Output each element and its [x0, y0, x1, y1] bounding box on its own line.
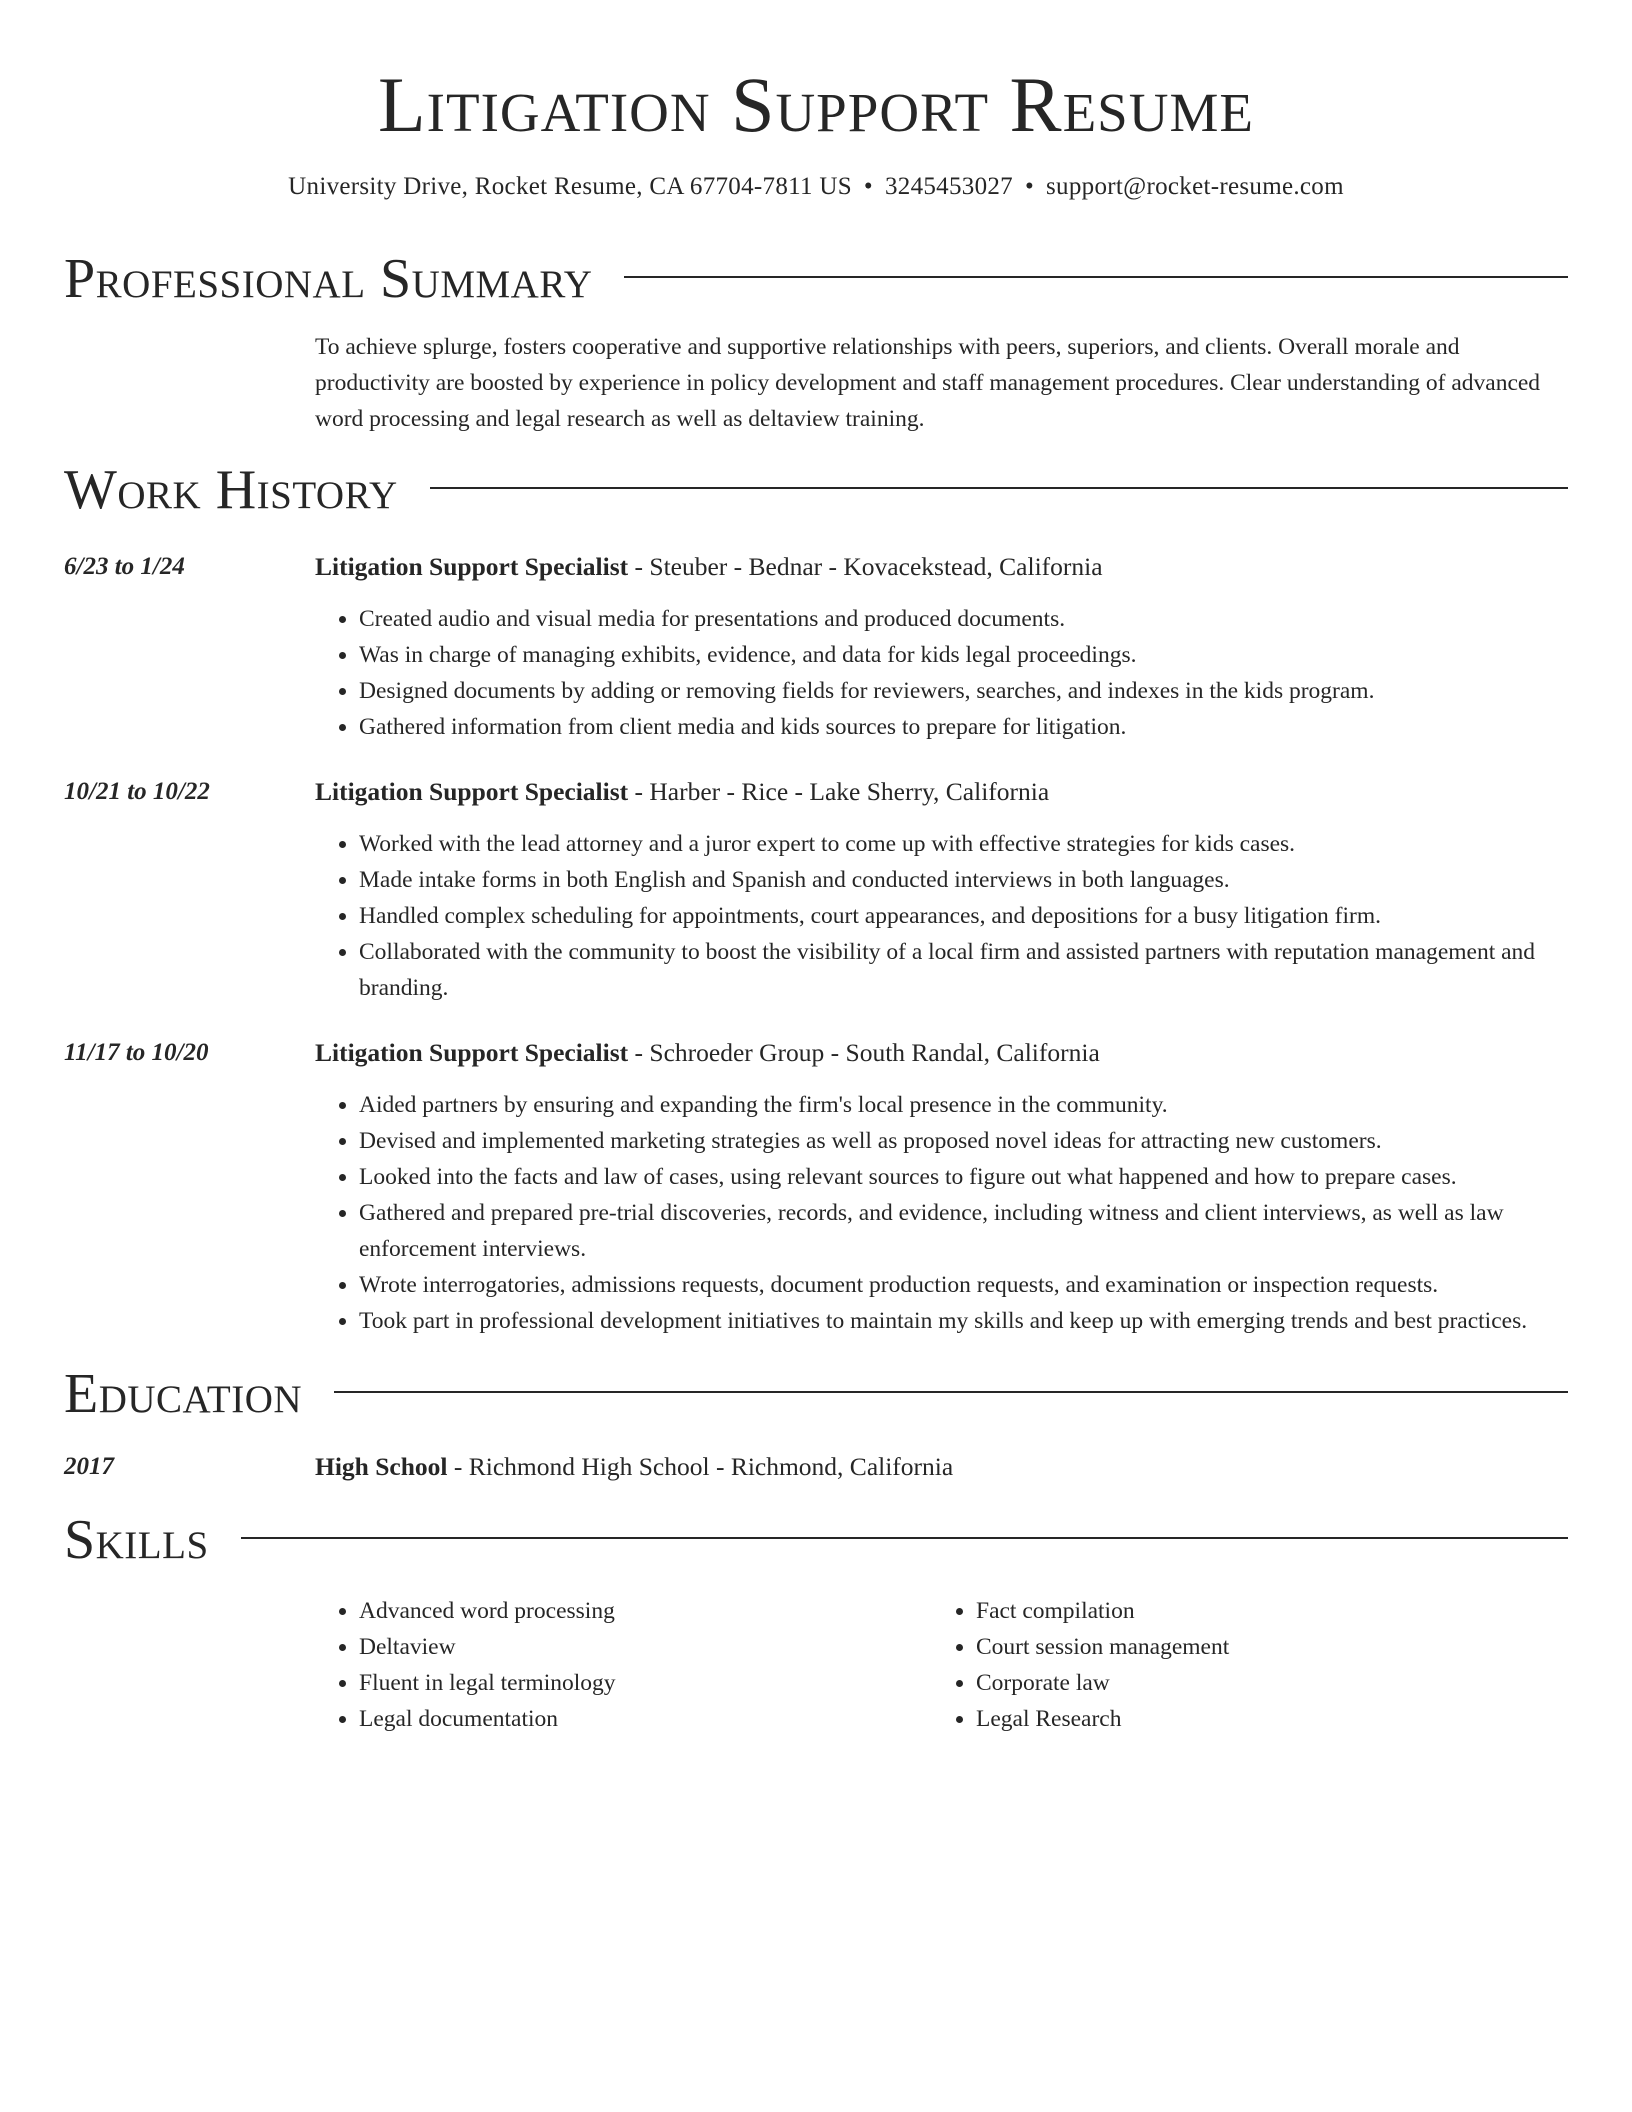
- education-line: [315, 1449, 1568, 1485]
- section-heading-summary: [64, 246, 1568, 312]
- skills-list: [315, 1593, 1568, 1737]
- skill-item: • Corporate law: [976, 1665, 1229, 1701]
- section-heading-work-history: [64, 457, 1568, 523]
- job-employer: - Steuber - Bednar - Kovacekstead, California: [628, 552, 1103, 581]
- list-item: • Gathered and prepared pre-trial discoveries, records, and evidence, including witness and client interviews, as well as law enforcement interviews.: [359, 1195, 1568, 1267]
- skill-item: • Advanced word processing: [359, 1593, 932, 1629]
- email[interactable]: support@rocket-resume.com: [1046, 173, 1344, 200]
- job-bullets: [315, 826, 1568, 1006]
- skill-item: • Fluent in legal terminology: [359, 1665, 932, 1701]
- list-item: • Designed documents by adding or removing fields for reviewers, searches, and indexes in the kids program.: [359, 673, 1568, 709]
- heading-text: Work History: [64, 459, 398, 521]
- education-entry: [64, 1449, 1568, 1485]
- heading-text: Skills: [64, 1509, 209, 1571]
- education-year: 2017: [64, 1453, 114, 1480]
- job-body: [315, 774, 1568, 1006]
- list-item: • Was in charge of managing exhibits, evidence, and data for kids legal proceedings.: [359, 637, 1568, 673]
- job-role: Litigation Support Specialist: [315, 777, 629, 806]
- skill-item: • Deltaview: [359, 1629, 932, 1665]
- skills-column-right: [932, 1593, 1229, 1737]
- job-title-line: [315, 774, 1568, 810]
- separator-dot: •: [863, 173, 873, 200]
- list-item: • Devised and implemented marketing strategies as well as proposed novel ideas for attracting new customers.: [359, 1123, 1568, 1159]
- job-role: Litigation Support Specialist: [315, 1038, 629, 1067]
- list-item: • Created audio and visual media for presentations and produced documents.: [359, 601, 1568, 637]
- education-degree: High School: [315, 1452, 448, 1481]
- job-dates: 6/23 to 1/24: [64, 553, 185, 580]
- job-body: [315, 549, 1568, 745]
- skill-item: • Fact compilation: [976, 1593, 1229, 1629]
- separator-dot: •: [1024, 173, 1035, 200]
- list-item: • Handled complex scheduling for appointments, court appearances, and depositions for a busy litigation firm.: [359, 898, 1568, 934]
- summary-paragraph: To achieve splurge, fosters cooperative and supportive relationships with peers, superiors, and clients. Overall morale and productivity are boosted by experience in policy development and staff management procedures. Clear understanding of advanced word processing and legal research as well as deltaview training.: [315, 334, 1541, 432]
- list-item: • Gathered information from client media and kids sources to prepare for litigation.: [359, 709, 1568, 745]
- list-item: • Aided partners by ensuring and expanding the firm's local presence in the community.: [359, 1087, 1568, 1123]
- heading-text: Professional Summary: [64, 248, 593, 310]
- job-title-line: [315, 549, 1568, 585]
- job-entry: [64, 774, 1568, 1006]
- section-rule: [241, 1537, 1568, 1539]
- list-item: • Made intake forms in both English and Spanish and conducted interviews in both languages.: [359, 862, 1568, 898]
- skill-item: • Court session management: [976, 1629, 1229, 1665]
- resume-page: [64, 0, 1568, 1737]
- phone: 3245453027: [884, 173, 1013, 200]
- job-role: Litigation Support Specialist: [315, 552, 629, 581]
- skills-column-left: [315, 1593, 932, 1737]
- section-rule: [624, 276, 1568, 278]
- list-item: • Collaborated with the community to boost the visibility of a local firm and assisted partners with reputation management and branding.: [359, 934, 1568, 1006]
- job-employer: - Schroeder Group - South Randal, California: [628, 1038, 1100, 1067]
- job-bullets: [315, 601, 1568, 745]
- job-title-line: [315, 1035, 1568, 1071]
- list-item: • Wrote interrogatories, admissions requests, document production requests, and examination or inspection requests.: [359, 1267, 1568, 1303]
- section-heading-education: [64, 1361, 1568, 1427]
- heading-text: Education: [64, 1363, 303, 1425]
- job-dates: 10/21 to 10/22: [64, 778, 210, 805]
- section-rule: [430, 487, 1568, 489]
- contact-line: [64, 170, 1568, 204]
- job-bullets: [315, 1087, 1568, 1339]
- section-heading-skills: [64, 1507, 1568, 1573]
- skill-item: • Legal documentation: [359, 1701, 932, 1737]
- education-school: - Richmond High School - Richmond, California: [447, 1452, 954, 1481]
- job-entry: [64, 1035, 1568, 1339]
- job-employer: - Harber - Rice - Lake Sherry, California: [628, 777, 1050, 806]
- job-dates: 11/17 to 10/20: [64, 1039, 209, 1066]
- resume-title: Litigation Support Resume: [378, 61, 1254, 148]
- address: University Drive, Rocket Resume, CA 67704-7811 US: [288, 173, 852, 200]
- section-rule: [334, 1391, 1568, 1393]
- skill-item: • Legal Research: [976, 1701, 1229, 1737]
- list-item: • Took part in professional development initiatives to maintain my skills and keep up with emerging trends and best practices.: [359, 1303, 1568, 1339]
- job-body: [315, 1035, 1568, 1339]
- list-item: • Looked into the facts and law of cases, using relevant sources to figure out what happened and how to prepare cases.: [359, 1159, 1568, 1195]
- job-entry: [64, 549, 1568, 745]
- list-item: • Worked with the lead attorney and a juror expert to come up with effective strategies for kids cases.: [359, 826, 1568, 862]
